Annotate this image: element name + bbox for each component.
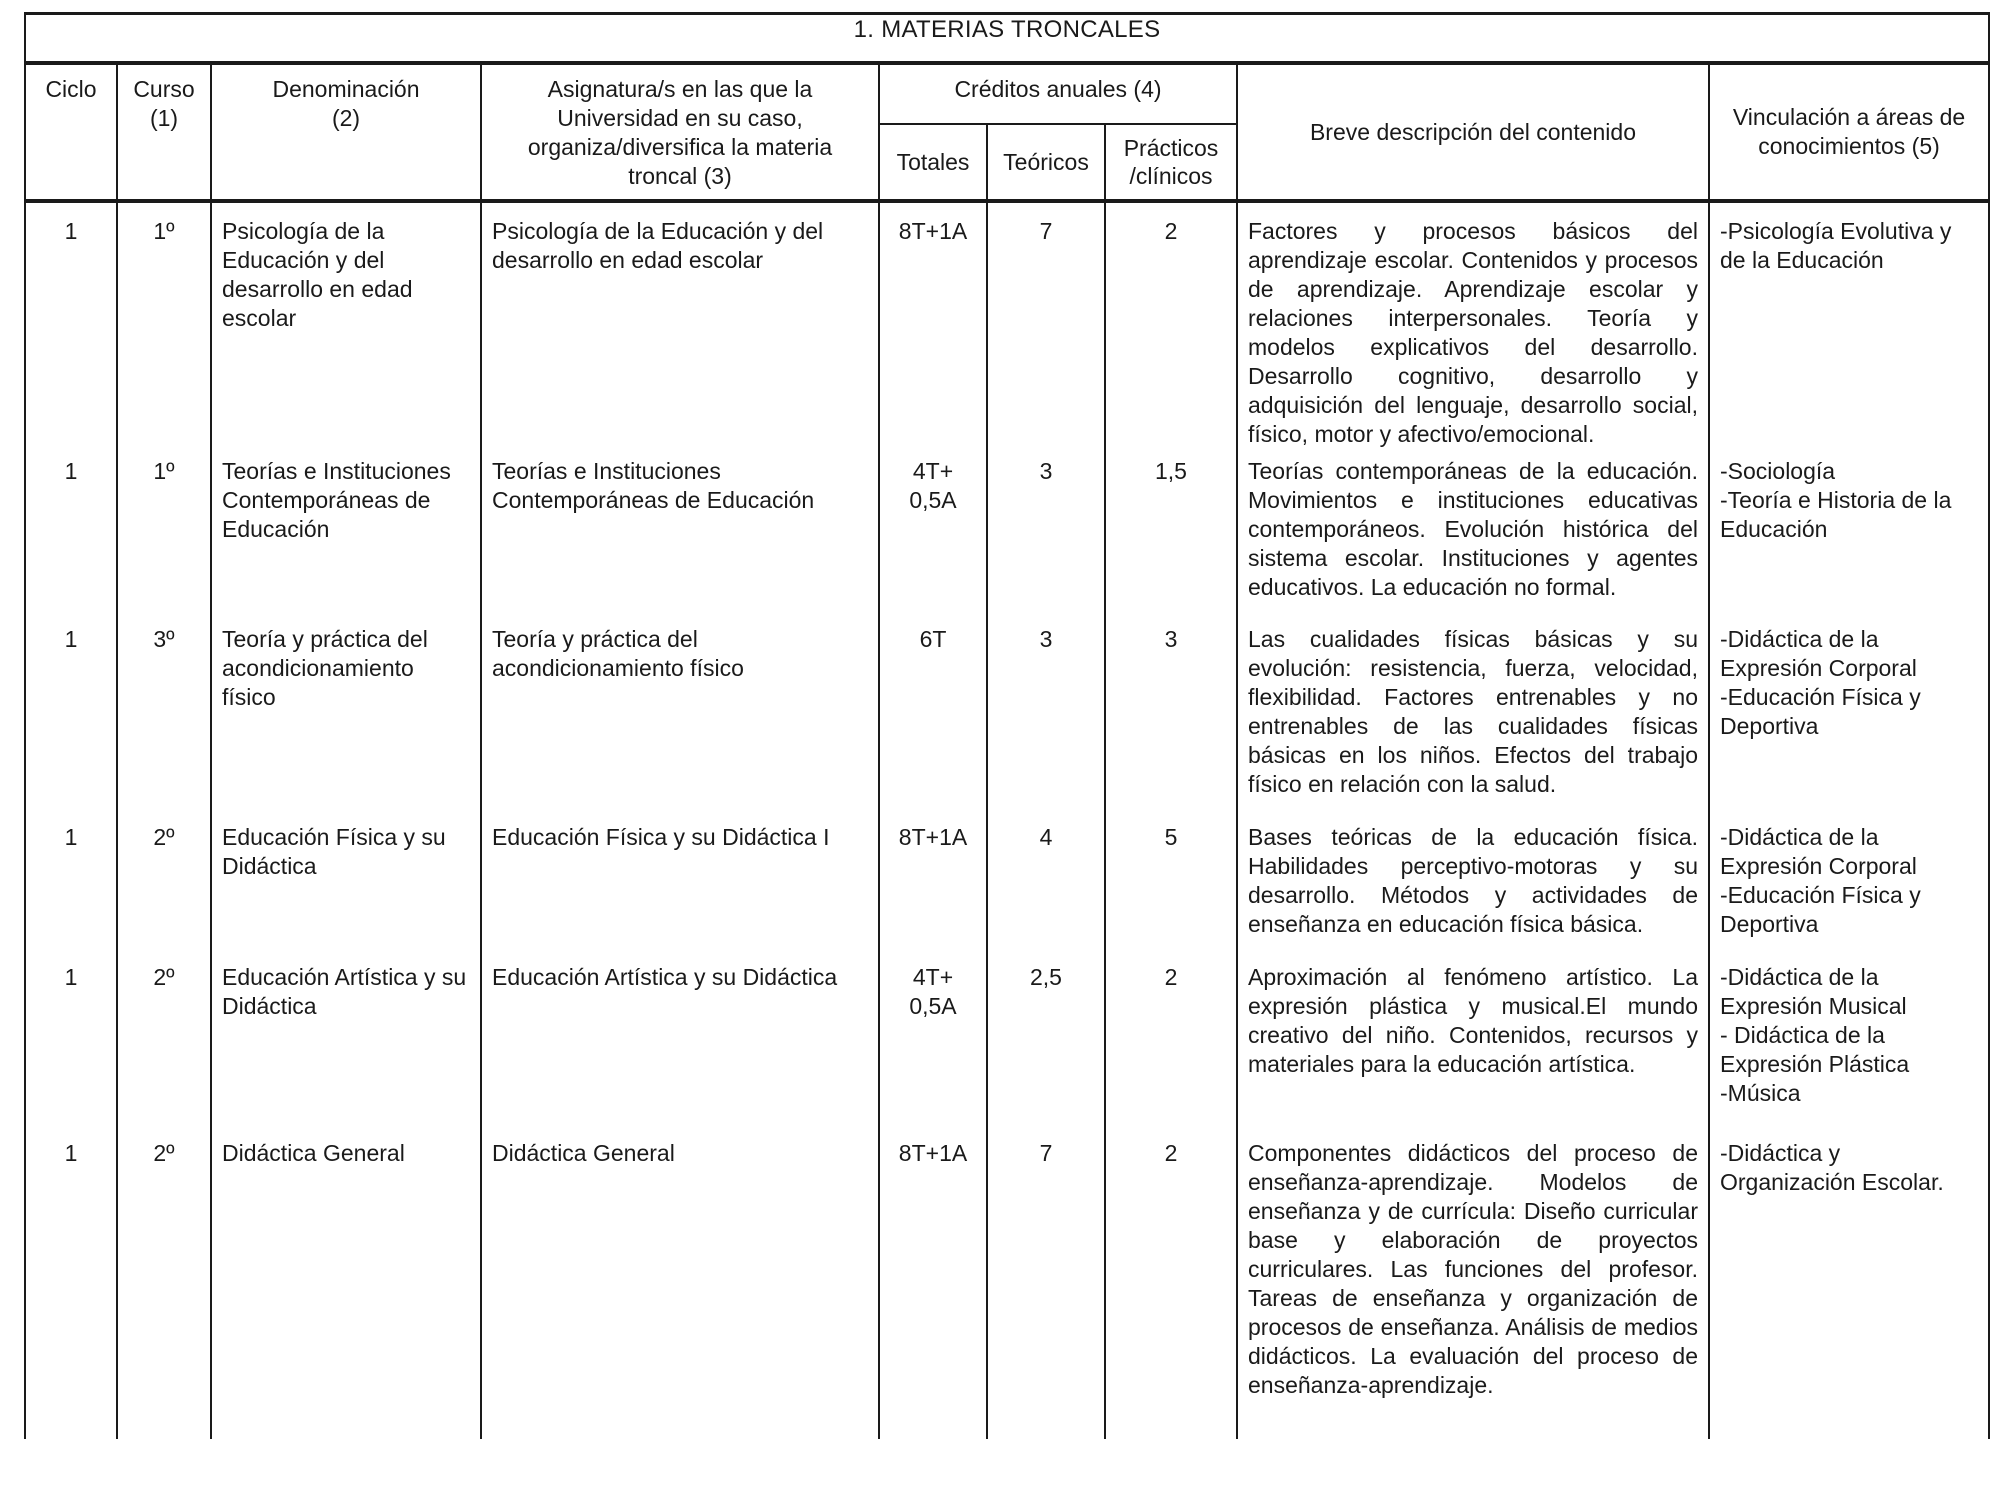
- cell-asignatura: Teoría y práctica del acondicionamiento físico: [481, 625, 879, 823]
- cell-totales: [879, 625, 987, 823]
- cell-practicos: 3: [1105, 625, 1237, 823]
- header-practicos: [1105, 124, 1237, 201]
- cell-practicos: 1,5: [1105, 457, 1237, 625]
- header-vinculacion: [1709, 63, 1989, 201]
- cell-ciclo: 1: [25, 457, 117, 625]
- area-item: -Educación Física y Deportiva: [1720, 684, 1921, 739]
- header-curso: [117, 63, 211, 201]
- cell-denominacion: Teoría y práctica del acondicionamiento físico: [211, 625, 481, 823]
- cell-ciclo: 1: [25, 213, 117, 457]
- header-creditos-label: Créditos anuales (4): [954, 76, 1162, 102]
- cell-ciclo: 1: [25, 1135, 117, 1439]
- cell-descripcion: Bases teóricas de la educación física. Habilidades perceptivo-motoras y su desarrollo. Métodos y actividades de enseñanza en educación física básica.: [1237, 823, 1709, 963]
- table-row: [25, 213, 1989, 457]
- area-item: - Didáctica de la Expresión Plástica: [1720, 1022, 1910, 1077]
- cell-totales: [879, 823, 987, 963]
- area-item: -Educación Física y Deportiva: [1720, 882, 1921, 937]
- header-curso-note: (1): [149, 105, 179, 131]
- cell-practicos: 2: [1105, 213, 1237, 457]
- cell-teoricos: 2,5: [987, 963, 1105, 1135]
- cell-totales-line1: 4T+: [912, 964, 954, 990]
- cell-asignatura: Educación Física y su Didáctica I: [481, 823, 879, 963]
- cell-totales: [879, 1135, 987, 1439]
- cell-totales-line1: 6T: [919, 626, 947, 652]
- header-separator: [25, 201, 1989, 213]
- cell-practicos: 2: [1105, 1135, 1237, 1439]
- area-item: -Sociología: [1720, 458, 1836, 484]
- cell-areas: [1709, 625, 1989, 823]
- cell-curso: 1º: [117, 457, 211, 625]
- header-teoricos: Teóricos: [987, 124, 1105, 201]
- cell-areas: [1709, 457, 1989, 625]
- cell-curso: 3º: [117, 625, 211, 823]
- cell-totales-line1: 8T+1A: [898, 824, 968, 850]
- header-totales: Totales: [879, 124, 987, 201]
- cell-teoricos: 7: [987, 1135, 1105, 1439]
- header-denominacion: [211, 63, 481, 201]
- cell-totales-line1: 8T+1A: [898, 218, 968, 244]
- cell-areas: [1709, 1135, 1989, 1439]
- cell-descripcion: Factores y procesos básicos del aprendizaje escolar. Contenidos y procesos de aprendizaje. Aprendizaje escolar y relaciones interpersonales. Teoría y modelos explicativos del desarrollo. Desarrollo cognitivo, desarrollo y adquisición del lenguaje, desarrollo social, físico, motor y afectivo/emocional.: [1237, 213, 1709, 457]
- cell-teoricos: 4: [987, 823, 1105, 963]
- cell-curso: 2º: [117, 823, 211, 963]
- cell-ciclo: 1: [25, 963, 117, 1135]
- cell-practicos: 5: [1105, 823, 1237, 963]
- header-descripcion: [1237, 63, 1709, 201]
- header-denominacion-note: (2): [331, 105, 361, 131]
- cell-curso: 2º: [117, 1135, 211, 1439]
- cell-totales: [879, 213, 987, 457]
- area-item: -Música: [1720, 1080, 1801, 1106]
- cell-teoricos: 7: [987, 213, 1105, 457]
- header-vinculacion-label: Vinculación a áreas de conocimientos (5): [1732, 104, 1966, 159]
- cell-denominacion: Psicología de la Educación y del desarrollo en edad escolar: [211, 213, 481, 457]
- cell-areas: [1709, 963, 1989, 1135]
- header-asignaturas: [481, 63, 879, 201]
- cell-asignatura: Didáctica General: [481, 1135, 879, 1439]
- cell-teoricos: 3: [987, 625, 1105, 823]
- table-row: [25, 625, 1989, 823]
- materias-troncales-table: [24, 12, 1990, 1439]
- table-row: [25, 1135, 1989, 1439]
- cell-denominacion: Educación Física y su Didáctica: [211, 823, 481, 963]
- table-row: [25, 457, 1989, 625]
- header-ciclo: [25, 63, 117, 201]
- area-item: -Didáctica de la Expresión Corporal: [1720, 824, 1917, 879]
- cell-totales-line2: 0,5A: [909, 993, 957, 1019]
- cell-totales-line1: 8T+1A: [898, 1140, 968, 1166]
- header-descripcion-label: Breve descripción del contenido: [1309, 118, 1637, 145]
- cell-totales-line2: 0,5A: [909, 487, 957, 513]
- cell-asignatura: Psicología de la Educación y del desarrollo en edad escolar: [481, 213, 879, 457]
- cell-ciclo: 1: [25, 625, 117, 823]
- area-item: -Didáctica de la Expresión Corporal: [1720, 626, 1917, 681]
- cell-curso: 1º: [117, 213, 211, 457]
- cell-denominacion: Educación Artística y su Didáctica: [211, 963, 481, 1135]
- cell-descripcion: Aproximación al fenómeno artístico. La expresión plástica y musical.El mundo creativo del niño. Contenidos, recursos y materiales para la educación artística.: [1237, 963, 1709, 1135]
- cell-teoricos: 3: [987, 457, 1105, 625]
- area-item: -Psicología Evolutiva y de la Educación: [1720, 218, 1952, 273]
- cell-practicos: 2: [1105, 963, 1237, 1135]
- area-item: -Teoría e Historia de la Educación: [1720, 487, 1952, 542]
- table-title: 1. MATERIAS TRONCALES: [25, 14, 1989, 64]
- document-page: [24, 12, 1988, 1439]
- area-item: -Didáctica de la Expresión Musical: [1720, 964, 1907, 1019]
- cell-totales-line1: 4T+: [912, 458, 954, 484]
- area-item: -Didáctica y Organización Escolar.: [1720, 1140, 1944, 1195]
- header-creditos-anuales: [879, 63, 1237, 124]
- cell-areas: [1709, 213, 1989, 457]
- cell-descripcion: Teorías contemporáneas de la educación. Movimientos e instituciones educativas contemporáneos. Evolución histórica del sistema escolar. Instituciones y agentes educativos. La educación no formal.: [1237, 457, 1709, 625]
- cell-asignatura: Educación Artística y su Didáctica: [481, 963, 879, 1135]
- table-row: [25, 823, 1989, 963]
- cell-curso: 2º: [117, 963, 211, 1135]
- header-ciclo-label: Ciclo: [45, 76, 97, 102]
- header-denominacion-label: Denominación: [272, 76, 420, 102]
- cell-denominacion: Didáctica General: [211, 1135, 481, 1439]
- cell-asignatura: Teorías e Instituciones Contemporáneas de Educación: [481, 457, 879, 625]
- header-asignaturas-label: Asignatura/s en las que la Universidad en su caso, organiza/diversifica la materia troncal (3): [527, 76, 833, 189]
- cell-areas: [1709, 823, 1989, 963]
- header-practicos-line2: /clínicos: [1129, 163, 1213, 189]
- cell-denominacion: Teorías e Instituciones Contemporáneas de Educación: [211, 457, 481, 625]
- cell-totales: [879, 457, 987, 625]
- cell-totales: [879, 963, 987, 1135]
- cell-ciclo: 1: [25, 823, 117, 963]
- cell-descripcion: Las cualidades físicas básicas y su evolución: resistencia, fuerza, velocidad, flexibilidad. Factores entrenables y no entrenables de las cualidades físicas básicas en los niños. Efectos del trabajo físico en relación con la salud.: [1237, 625, 1709, 823]
- table-row: [25, 963, 1989, 1135]
- header-curso-label: Curso: [133, 76, 195, 102]
- header-practicos-line1: Prácticos: [1123, 135, 1219, 161]
- cell-descripcion: Componentes didácticos del proceso de enseñanza-aprendizaje. Modelos de enseñanza y de currícula: Diseño curricular base y elaboración de proyectos curriculares. Las funciones del profesor. Tareas de enseñanza y organización de procesos de enseñanza. Análisis de medios didácticos. La evaluación del proceso de enseñanza-aprendizaje.: [1237, 1135, 1709, 1439]
